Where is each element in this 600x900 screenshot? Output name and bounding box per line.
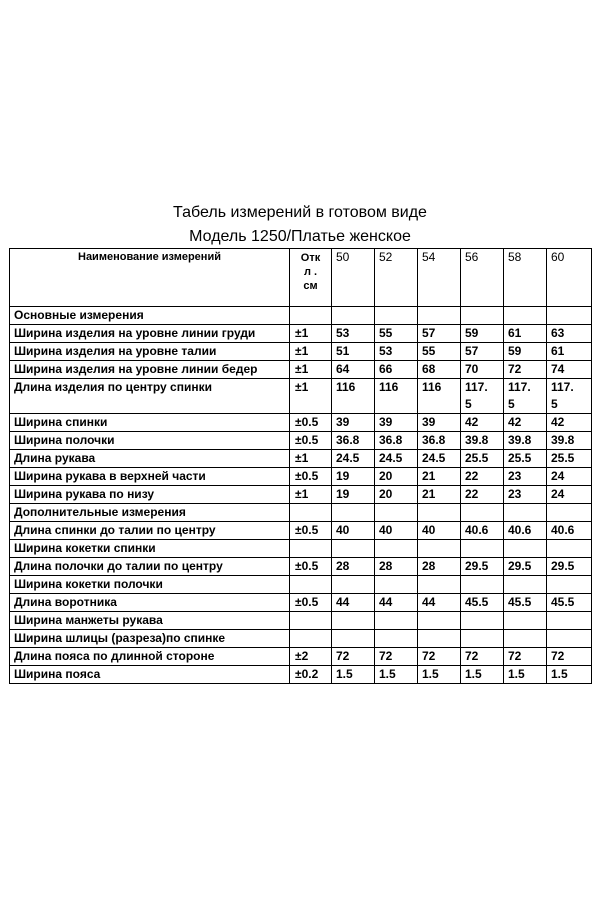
value-cell: [375, 307, 418, 325]
header-deviation: [290, 249, 332, 307]
value-cell: 24: [547, 486, 592, 504]
deviation-cell: [290, 576, 332, 594]
value-cell: [461, 307, 504, 325]
measurement-name: Ширина рукава в верхней части: [10, 468, 290, 486]
value-cell: 72: [547, 648, 592, 666]
value-cell: 36.8: [375, 432, 418, 450]
deviation-cell: [290, 630, 332, 648]
value-cell: 117. 5: [504, 379, 547, 414]
value-cell: [461, 540, 504, 558]
table-row: [10, 307, 592, 325]
value-cell: 29.5: [461, 558, 504, 576]
value-cell: 20: [375, 486, 418, 504]
value-cell: 19: [332, 486, 375, 504]
value-cell: 1.5: [461, 666, 504, 684]
value-cell: 44: [375, 594, 418, 612]
value-cell: 116: [332, 379, 375, 414]
value-cell: 40: [375, 522, 418, 540]
value-cell: 63: [547, 325, 592, 343]
value-cell: 40.6: [504, 522, 547, 540]
value-cell: 57: [418, 325, 461, 343]
value-cell: 72: [332, 648, 375, 666]
value-cell: [375, 576, 418, 594]
measurement-name: Ширина пояса: [10, 666, 290, 684]
value-cell: 40.6: [547, 522, 592, 540]
value-cell: 66: [375, 361, 418, 379]
value-cell: 22: [461, 468, 504, 486]
table-row: [10, 522, 592, 540]
value-cell: 61: [547, 343, 592, 361]
value-cell: [375, 630, 418, 648]
value-cell: 28: [375, 558, 418, 576]
value-cell: 68: [418, 361, 461, 379]
value-cell: 59: [504, 343, 547, 361]
value-cell: 55: [418, 343, 461, 361]
deviation-cell: ±0.5: [290, 594, 332, 612]
value-cell: 53: [332, 325, 375, 343]
measurement-name: Длина воротника: [10, 594, 290, 612]
deviation-cell: ±1: [290, 343, 332, 361]
value-cell: 23: [504, 486, 547, 504]
header-deviation-label: Откл . см: [300, 252, 321, 292]
value-cell: 39.8: [461, 432, 504, 450]
table-row: [10, 612, 592, 630]
measurement-name: Ширина изделия на уровне линии груди: [10, 325, 290, 343]
value-cell: 25.5: [504, 450, 547, 468]
value-cell: 39: [375, 414, 418, 432]
value-cell: [332, 576, 375, 594]
value-cell: 117. 5: [547, 379, 592, 414]
value-cell: [332, 307, 375, 325]
deviation-cell: [290, 504, 332, 522]
value-cell: [332, 612, 375, 630]
value-cell: 1.5: [547, 666, 592, 684]
value-cell: 116: [375, 379, 418, 414]
value-cell: 1.5: [332, 666, 375, 684]
value-cell: [418, 576, 461, 594]
value-cell: [418, 540, 461, 558]
value-cell: 74: [547, 361, 592, 379]
measurement-name: Ширина шлицы (разреза)по спинке: [10, 630, 290, 648]
deviation-cell: ±0.2: [290, 666, 332, 684]
value-cell: 1.5: [418, 666, 461, 684]
value-cell: 42: [547, 414, 592, 432]
table-row: [10, 594, 592, 612]
value-cell: [547, 576, 592, 594]
header-size-52: 52: [375, 249, 418, 307]
value-cell: 42: [461, 414, 504, 432]
measurement-name: Ширина рукава по низу: [10, 486, 290, 504]
table-row: [10, 325, 592, 343]
value-cell: [332, 540, 375, 558]
table-row: [10, 630, 592, 648]
table-row: [10, 468, 592, 486]
value-cell: [375, 540, 418, 558]
value-cell: [547, 630, 592, 648]
value-cell: [547, 504, 592, 522]
table-row: [10, 648, 592, 666]
value-cell: 1.5: [504, 666, 547, 684]
value-cell: 40: [332, 522, 375, 540]
table-row: [10, 540, 592, 558]
value-cell: [547, 540, 592, 558]
header-size-54: 54: [418, 249, 461, 307]
measurement-name: Длина спинки до талии по центру: [10, 522, 290, 540]
value-cell: [332, 504, 375, 522]
table-header-row: [10, 249, 592, 307]
deviation-cell: ±2: [290, 648, 332, 666]
value-cell: 44: [332, 594, 375, 612]
value-cell: 28: [332, 558, 375, 576]
value-cell: 24: [547, 468, 592, 486]
measurement-name: Длина изделия по центру спинки: [10, 379, 290, 414]
value-cell: [461, 576, 504, 594]
value-cell: [504, 540, 547, 558]
value-cell: 25.5: [461, 450, 504, 468]
value-cell: [375, 612, 418, 630]
value-cell: [504, 307, 547, 325]
value-cell: [461, 504, 504, 522]
value-cell: 44: [418, 594, 461, 612]
measurement-table: [9, 248, 592, 684]
value-cell: 23: [504, 468, 547, 486]
measurement-name: Ширина изделия на уровне линии бедер: [10, 361, 290, 379]
value-cell: 19: [332, 468, 375, 486]
value-cell: [504, 576, 547, 594]
deviation-cell: [290, 307, 332, 325]
deviation-cell: ±0.5: [290, 468, 332, 486]
measurement-name: Длина рукава: [10, 450, 290, 468]
value-cell: 53: [375, 343, 418, 361]
value-cell: [418, 307, 461, 325]
deviation-cell: [290, 612, 332, 630]
value-cell: [547, 612, 592, 630]
deviation-cell: ±1: [290, 361, 332, 379]
deviation-cell: ±0.5: [290, 414, 332, 432]
measurement-name: Основные измерения: [10, 307, 290, 325]
table-row: [10, 432, 592, 450]
table-row: [10, 558, 592, 576]
deviation-cell: [290, 540, 332, 558]
value-cell: 57: [461, 343, 504, 361]
value-cell: [418, 504, 461, 522]
value-cell: [461, 630, 504, 648]
value-cell: 117. 5: [461, 379, 504, 414]
value-cell: 64: [332, 361, 375, 379]
header-size-50: 50: [332, 249, 375, 307]
table-row: [10, 576, 592, 594]
value-cell: 22: [461, 486, 504, 504]
value-cell: 72: [461, 648, 504, 666]
measurement-name: Ширина кокетки полочки: [10, 576, 290, 594]
value-cell: 42: [504, 414, 547, 432]
value-cell: 39.8: [504, 432, 547, 450]
value-cell: 40.6: [461, 522, 504, 540]
value-cell: 59: [461, 325, 504, 343]
value-cell: 116: [418, 379, 461, 414]
value-cell: 28: [418, 558, 461, 576]
measurement-name: Ширина кокетки спинки: [10, 540, 290, 558]
value-cell: [375, 504, 418, 522]
measurement-name: Длина полочки до талии по центру: [10, 558, 290, 576]
deviation-cell: ±1: [290, 325, 332, 343]
value-cell: 72: [418, 648, 461, 666]
value-cell: 29.5: [504, 558, 547, 576]
measurement-name: Дополнительные измерения: [10, 504, 290, 522]
table-row: [10, 414, 592, 432]
measurement-name: Ширина изделия на уровне талии: [10, 343, 290, 361]
header-size-56: 56: [461, 249, 504, 307]
value-cell: 61: [504, 325, 547, 343]
value-cell: [461, 612, 504, 630]
value-cell: 36.8: [418, 432, 461, 450]
value-cell: 39: [418, 414, 461, 432]
table-row: [10, 361, 592, 379]
document-title: Табель измерений в готовом виде: [173, 204, 427, 221]
value-cell: 72: [375, 648, 418, 666]
value-cell: [504, 504, 547, 522]
value-cell: 20: [375, 468, 418, 486]
value-cell: 29.5: [547, 558, 592, 576]
value-cell: 70: [461, 361, 504, 379]
value-cell: [332, 630, 375, 648]
value-cell: 51: [332, 343, 375, 361]
table-row: [10, 450, 592, 468]
value-cell: 39: [332, 414, 375, 432]
value-cell: 24.5: [418, 450, 461, 468]
deviation-cell: ±0.5: [290, 558, 332, 576]
value-cell: 39.8: [547, 432, 592, 450]
deviation-cell: ±0.5: [290, 432, 332, 450]
deviation-cell: ±1: [290, 379, 332, 414]
value-cell: 36.8: [332, 432, 375, 450]
value-cell: 45.5: [547, 594, 592, 612]
table-row: [10, 666, 592, 684]
table-row: [10, 504, 592, 522]
value-cell: 24.5: [375, 450, 418, 468]
header-size-60: 60: [547, 249, 592, 307]
deviation-cell: ±1: [290, 486, 332, 504]
table-row: [10, 343, 592, 361]
deviation-cell: ±0.5: [290, 522, 332, 540]
value-cell: [418, 612, 461, 630]
value-cell: 72: [504, 648, 547, 666]
value-cell: 21: [418, 486, 461, 504]
measurement-name: Длина пояса по длинной стороне: [10, 648, 290, 666]
header-measurement-name: Наименование измерений: [10, 249, 290, 307]
value-cell: [504, 612, 547, 630]
value-cell: 45.5: [504, 594, 547, 612]
value-cell: 1.5: [375, 666, 418, 684]
measurement-name: Ширина манжеты рукава: [10, 612, 290, 630]
value-cell: 40: [418, 522, 461, 540]
value-cell: 72: [504, 361, 547, 379]
value-cell: 45.5: [461, 594, 504, 612]
table-row: [10, 486, 592, 504]
table-row: [10, 379, 592, 414]
value-cell: 21: [418, 468, 461, 486]
deviation-cell: ±1: [290, 450, 332, 468]
measurement-name: Ширина полочки: [10, 432, 290, 450]
value-cell: [547, 307, 592, 325]
value-cell: 25.5: [547, 450, 592, 468]
value-cell: [418, 630, 461, 648]
value-cell: 24.5: [332, 450, 375, 468]
value-cell: 55: [375, 325, 418, 343]
header-size-58: 58: [504, 249, 547, 307]
document-subtitle: Модель 1250/Платье женское: [189, 228, 411, 245]
value-cell: [504, 630, 547, 648]
measurement-name: Ширина спинки: [10, 414, 290, 432]
